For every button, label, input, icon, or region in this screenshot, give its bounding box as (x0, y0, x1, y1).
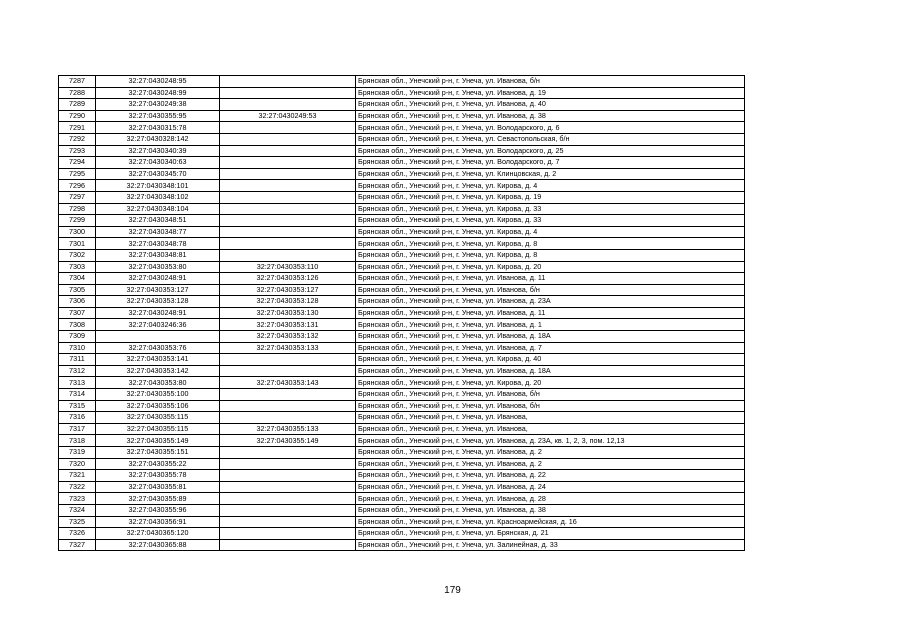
table-row (59, 389, 745, 401)
related-cadastral-number-cell (220, 447, 356, 459)
row-number-cell: 7319 (59, 447, 96, 459)
table-row (59, 412, 745, 424)
cadastral-number-cell: 32:27:0430248:95 (96, 76, 220, 88)
related-cadastral-number-cell: 32:27:0430353:110 (220, 261, 356, 273)
related-cadastral-number-cell: 32:27:0430353:126 (220, 273, 356, 285)
address-cell: Брянская обл., Унечский р-н, г. Унеча, ул. Кирова, д. 40 (356, 354, 745, 366)
table-row (59, 249, 745, 261)
cadastral-number-cell: 32:27:0430356:91 (96, 516, 220, 528)
table-row (59, 133, 745, 145)
related-cadastral-number-cell (220, 203, 356, 215)
address-cell: Брянская обл., Унечский р-н, г. Унеча, ул. Володарского, д. 7 (356, 157, 745, 169)
cadastral-number-cell: 32:27:0403246:36 (96, 319, 220, 331)
row-number-cell: 7317 (59, 423, 96, 435)
cadastral-number-cell: 32:27:0430348:77 (96, 226, 220, 238)
address-cell: Брянская обл., Унечский р-н, г. Унеча, ул. Кирова, д. 20 (356, 377, 745, 389)
cadastral-number-cell: 32:27:0430248:91 (96, 273, 220, 285)
cadastral-number-cell: 32:27:0430365:120 (96, 528, 220, 540)
address-cell: Брянская обл., Унечский р-н, г. Унеча, ул. Иванова, б/н (356, 284, 745, 296)
related-cadastral-number-cell: 32:27:0430353:127 (220, 284, 356, 296)
related-cadastral-number-cell: 32:27:0430355:133 (220, 423, 356, 435)
cadastral-number-cell: 32:27:0430345:70 (96, 168, 220, 180)
row-number-cell: 7302 (59, 249, 96, 261)
related-cadastral-number-cell (220, 528, 356, 540)
address-cell: Брянская обл., Унечский р-н, г. Унеча, ул. Кирова, д. 4 (356, 180, 745, 192)
row-number-cell: 7294 (59, 157, 96, 169)
address-cell: Брянская обл., Унечский р-н, г. Унеча, ул. Брянская, д. 21 (356, 528, 745, 540)
row-number-cell: 7315 (59, 400, 96, 412)
cadastral-number-cell: 32:27:0430355:106 (96, 400, 220, 412)
row-number-cell: 7313 (59, 377, 96, 389)
table-row (59, 493, 745, 505)
address-cell: Брянская обл., Унечский р-н, г. Унеча, ул. Иванова, б/н (356, 76, 745, 88)
row-number-cell: 7318 (59, 435, 96, 447)
row-number-cell: 7288 (59, 87, 96, 99)
cadastral-table (58, 75, 745, 551)
related-cadastral-number-cell: 32:27:0430353:128 (220, 296, 356, 308)
row-number-cell: 7311 (59, 354, 96, 366)
cadastral-number-cell: 32:27:0430355:151 (96, 447, 220, 459)
related-cadastral-number-cell: 32:27:0430353:130 (220, 307, 356, 319)
table-row (59, 296, 745, 308)
address-cell: Брянская обл., Унечский р-н, г. Унеча, ул. Кирова, д. 4 (356, 226, 745, 238)
address-cell: Брянская обл., Унечский р-н, г. Унеча, ул. Володарского, д. 6 (356, 122, 745, 134)
address-cell: Брянская обл., Унечский р-н, г. Унеча, ул. Клинцовская, д. 2 (356, 168, 745, 180)
address-cell: Брянская обл., Унечский р-н, г. Унеча, ул. Иванова, д. 2 (356, 447, 745, 459)
address-cell: Брянская обл., Унечский р-н, г. Унеча, ул. Иванова, д. 38 (356, 504, 745, 516)
cadastral-number-cell: 32:27:0430353:127 (96, 284, 220, 296)
table-row (59, 122, 745, 134)
related-cadastral-number-cell (220, 354, 356, 366)
table-row (59, 365, 745, 377)
row-number-cell: 7312 (59, 365, 96, 377)
cadastral-number-cell: 32:27:0430355:96 (96, 504, 220, 516)
table-row (59, 76, 745, 88)
row-number-cell: 7291 (59, 122, 96, 134)
address-cell: Брянская обл., Унечский р-н, г. Унеча, ул. Иванова, д. 23А (356, 296, 745, 308)
cadastral-number-cell: 32:27:0430355:115 (96, 423, 220, 435)
table-row (59, 261, 745, 273)
address-cell: Брянская обл., Унечский р-н, г. Унеча, ул. Кирова, д. 8 (356, 249, 745, 261)
address-cell: Брянская обл., Унечский р-н, г. Унеча, ул. Кирова, д. 8 (356, 238, 745, 250)
cadastral-number-cell: 32:27:0430355:100 (96, 389, 220, 401)
cadastral-number-cell: 32:27:0430353:80 (96, 377, 220, 389)
table-row (59, 481, 745, 493)
cadastral-table-body (59, 76, 745, 551)
cadastral-number-cell: 32:27:0430248:99 (96, 87, 220, 99)
cadastral-number-cell: 32:27:0430328:142 (96, 133, 220, 145)
row-number-cell: 7327 (59, 539, 96, 551)
table-row (59, 516, 745, 528)
cadastral-number-cell: 32:27:0430353:142 (96, 365, 220, 377)
address-cell: Брянская обл., Унечский р-н, г. Унеча, ул. Иванова, б/н (356, 389, 745, 401)
cadastral-number-cell: 32:27:0430355:22 (96, 458, 220, 470)
table-row (59, 191, 745, 203)
cadastral-number-cell: 32:27:0430348:102 (96, 191, 220, 203)
row-number-cell: 7322 (59, 481, 96, 493)
table-row (59, 319, 745, 331)
cadastral-number-cell: 32:27:0430348:51 (96, 215, 220, 227)
table-row (59, 458, 745, 470)
address-cell: Брянская обл., Унечский р-н, г. Унеча, ул. Иванова, д. 19 (356, 87, 745, 99)
table-row (59, 157, 745, 169)
related-cadastral-number-cell (220, 504, 356, 516)
table-row (59, 180, 745, 192)
related-cadastral-number-cell: 32:27:0430355:149 (220, 435, 356, 447)
related-cadastral-number-cell: 32:27:0430353:132 (220, 331, 356, 343)
table-row (59, 377, 745, 389)
row-number-cell: 7298 (59, 203, 96, 215)
related-cadastral-number-cell (220, 470, 356, 482)
cadastral-number-cell: 32:27:0430355:95 (96, 110, 220, 122)
row-number-cell: 7300 (59, 226, 96, 238)
cadastral-number-cell: 32:27:0430355:89 (96, 493, 220, 505)
row-number-cell: 7307 (59, 307, 96, 319)
row-number-cell: 7293 (59, 145, 96, 157)
address-cell: Брянская обл., Унечский р-н, г. Унеча, ул. Севастопольская, б/н (356, 133, 745, 145)
address-cell: Брянская обл., Унечский р-н, г. Унеча, ул. Иванова, д. 18А (356, 331, 745, 343)
related-cadastral-number-cell (220, 168, 356, 180)
row-number-cell: 7324 (59, 504, 96, 516)
row-number-cell: 7316 (59, 412, 96, 424)
table-row (59, 504, 745, 516)
cadastral-number-cell: 32:27:0430340:39 (96, 145, 220, 157)
row-number-cell: 7301 (59, 238, 96, 250)
address-cell: Брянская обл., Унечский р-н, г. Унеча, ул. Иванова, д. 23А, кв. 1, 2, 3, пом. 12,13 (356, 435, 745, 447)
cadastral-number-cell: 32:27:0430348:104 (96, 203, 220, 215)
address-cell: Брянская обл., Унечский р-н, г. Унеча, ул. Иванова, д. 7 (356, 342, 745, 354)
table-row (59, 354, 745, 366)
address-cell: Брянская обл., Унечский р-н, г. Унеча, ул. Иванова, б/н (356, 400, 745, 412)
table-row (59, 470, 745, 482)
cadastral-number-cell: 32:27:0430353:76 (96, 342, 220, 354)
row-number-cell: 7289 (59, 99, 96, 111)
table-row (59, 331, 745, 343)
related-cadastral-number-cell (220, 389, 356, 401)
related-cadastral-number-cell (220, 87, 356, 99)
related-cadastral-number-cell (220, 412, 356, 424)
address-cell: Брянская обл., Унечский р-н, г. Унеча, ул. Володарского, д. 25 (356, 145, 745, 157)
address-cell: Брянская обл., Унечский р-н, г. Унеча, ул. Иванова, д. 11 (356, 273, 745, 285)
address-cell: Брянская обл., Унечский р-н, г. Унеча, ул. Кирова, д. 19 (356, 191, 745, 203)
cadastral-number-cell: 32:27:0430249:38 (96, 99, 220, 111)
address-cell: Брянская обл., Унечский р-н, г. Унеча, ул. Иванова, д. 28 (356, 493, 745, 505)
cadastral-number-cell: 32:27:0430248:91 (96, 307, 220, 319)
table-row (59, 447, 745, 459)
row-number-cell: 7325 (59, 516, 96, 528)
row-number-cell: 7306 (59, 296, 96, 308)
related-cadastral-number-cell (220, 180, 356, 192)
address-cell: Брянская обл., Унечский р-н, г. Унеча, ул. Иванова, д. 40 (356, 99, 745, 111)
address-cell: Брянская обл., Унечский р-н, г. Унеча, ул. Кирова, д. 33 (356, 215, 745, 227)
related-cadastral-number-cell (220, 365, 356, 377)
address-cell: Брянская обл., Унечский р-н, г. Унеча, ул. Иванова, д. 2 (356, 458, 745, 470)
cadastral-number-cell: 32:27:0430348:78 (96, 238, 220, 250)
related-cadastral-number-cell (220, 226, 356, 238)
related-cadastral-number-cell: 32:27:0430353:143 (220, 377, 356, 389)
row-number-cell: 7292 (59, 133, 96, 145)
row-number-cell: 7326 (59, 528, 96, 540)
related-cadastral-number-cell (220, 539, 356, 551)
related-cadastral-number-cell: 32:27:0430353:133 (220, 342, 356, 354)
related-cadastral-number-cell (220, 458, 356, 470)
related-cadastral-number-cell (220, 400, 356, 412)
related-cadastral-number-cell (220, 145, 356, 157)
row-number-cell: 7309 (59, 331, 96, 343)
cadastral-number-cell: 32:27:0430365:88 (96, 539, 220, 551)
cadastral-number-cell: 32:27:0430355:81 (96, 481, 220, 493)
table-row (59, 238, 745, 250)
table-row (59, 215, 745, 227)
cadastral-number-cell: 32:27:0430348:101 (96, 180, 220, 192)
row-number-cell: 7310 (59, 342, 96, 354)
table-row (59, 528, 745, 540)
related-cadastral-number-cell (220, 215, 356, 227)
related-cadastral-number-cell: 32:27:0430249:53 (220, 110, 356, 122)
row-number-cell: 7308 (59, 319, 96, 331)
address-cell: Брянская обл., Унечский р-н, г. Унеча, ул. Красноармейская, д. 16 (356, 516, 745, 528)
cadastral-number-cell: 32:27:0430355:149 (96, 435, 220, 447)
address-cell: Брянская обл., Унечский р-н, г. Унеча, ул. Иванова, д. 24 (356, 481, 745, 493)
row-number-cell: 7303 (59, 261, 96, 273)
related-cadastral-number-cell (220, 133, 356, 145)
address-cell: Брянская обл., Унечский р-н, г. Унеча, ул. Иванова, д. 22 (356, 470, 745, 482)
cadastral-number-cell: 32:27:0430355:78 (96, 470, 220, 482)
address-cell: Брянская обл., Унечский р-н, г. Унеча, ул. Иванова, д. 38 (356, 110, 745, 122)
address-cell: Брянская обл., Унечский р-н, г. Унеча, ул. Иванова, д. 11 (356, 307, 745, 319)
table-row (59, 423, 745, 435)
cadastral-number-cell: 32:27:0430353:141 (96, 354, 220, 366)
cadastral-number-cell: 32:27:0430348:81 (96, 249, 220, 261)
related-cadastral-number-cell (220, 99, 356, 111)
row-number-cell: 7321 (59, 470, 96, 482)
row-number-cell: 7304 (59, 273, 96, 285)
cadastral-number-cell: 32:27:0430315:78 (96, 122, 220, 134)
related-cadastral-number-cell (220, 481, 356, 493)
related-cadastral-number-cell (220, 122, 356, 134)
table-row (59, 87, 745, 99)
row-number-cell: 7295 (59, 168, 96, 180)
table-row (59, 307, 745, 319)
row-number-cell: 7305 (59, 284, 96, 296)
row-number-cell: 7297 (59, 191, 96, 203)
related-cadastral-number-cell (220, 238, 356, 250)
table-row (59, 284, 745, 296)
address-cell: Брянская обл., Унечский р-н, г. Унеча, ул. Иванова, д. 18А (356, 365, 745, 377)
related-cadastral-number-cell (220, 191, 356, 203)
row-number-cell: 7299 (59, 215, 96, 227)
address-cell: Брянская обл., Унечский р-н, г. Унеча, ул. Залинейная, д. 33 (356, 539, 745, 551)
table-row (59, 539, 745, 551)
address-cell: Брянская обл., Унечский р-н, г. Унеча, ул. Кирова, д. 20 (356, 261, 745, 273)
related-cadastral-number-cell (220, 493, 356, 505)
page-number: 179 (444, 585, 461, 596)
table-row (59, 110, 745, 122)
related-cadastral-number-cell: 32:27:0430353:131 (220, 319, 356, 331)
row-number-cell: 7320 (59, 458, 96, 470)
related-cadastral-number-cell (220, 249, 356, 261)
row-number-cell: 7296 (59, 180, 96, 192)
table-row (59, 99, 745, 111)
related-cadastral-number-cell (220, 76, 356, 88)
cadastral-number-cell: 32:27:0430353:80 (96, 261, 220, 273)
address-cell: Брянская обл., Унечский р-н, г. Унеча, ул. Иванова, д. 1 (356, 319, 745, 331)
related-cadastral-number-cell (220, 516, 356, 528)
cadastral-number-cell: 32:27:0430355:115 (96, 412, 220, 424)
table-row (59, 203, 745, 215)
address-cell: Брянская обл., Унечский р-н, г. Унеча, ул. Иванова, (356, 423, 745, 435)
table-row (59, 168, 745, 180)
row-number-cell: 7290 (59, 110, 96, 122)
related-cadastral-number-cell (220, 157, 356, 169)
cadastral-number-cell (96, 331, 220, 343)
address-cell: Брянская обл., Унечский р-н, г. Унеча, ул. Иванова, (356, 412, 745, 424)
table-row (59, 342, 745, 354)
table-row (59, 226, 745, 238)
table-row (59, 273, 745, 285)
table-row (59, 400, 745, 412)
table-row (59, 145, 745, 157)
table-row (59, 435, 745, 447)
row-number-cell: 7323 (59, 493, 96, 505)
row-number-cell: 7314 (59, 389, 96, 401)
cadastral-number-cell: 32:27:0430340:63 (96, 157, 220, 169)
address-cell: Брянская обл., Унечский р-н, г. Унеча, ул. Кирова, д. 33 (356, 203, 745, 215)
row-number-cell: 7287 (59, 76, 96, 88)
cadastral-number-cell: 32:27:0430353:128 (96, 296, 220, 308)
